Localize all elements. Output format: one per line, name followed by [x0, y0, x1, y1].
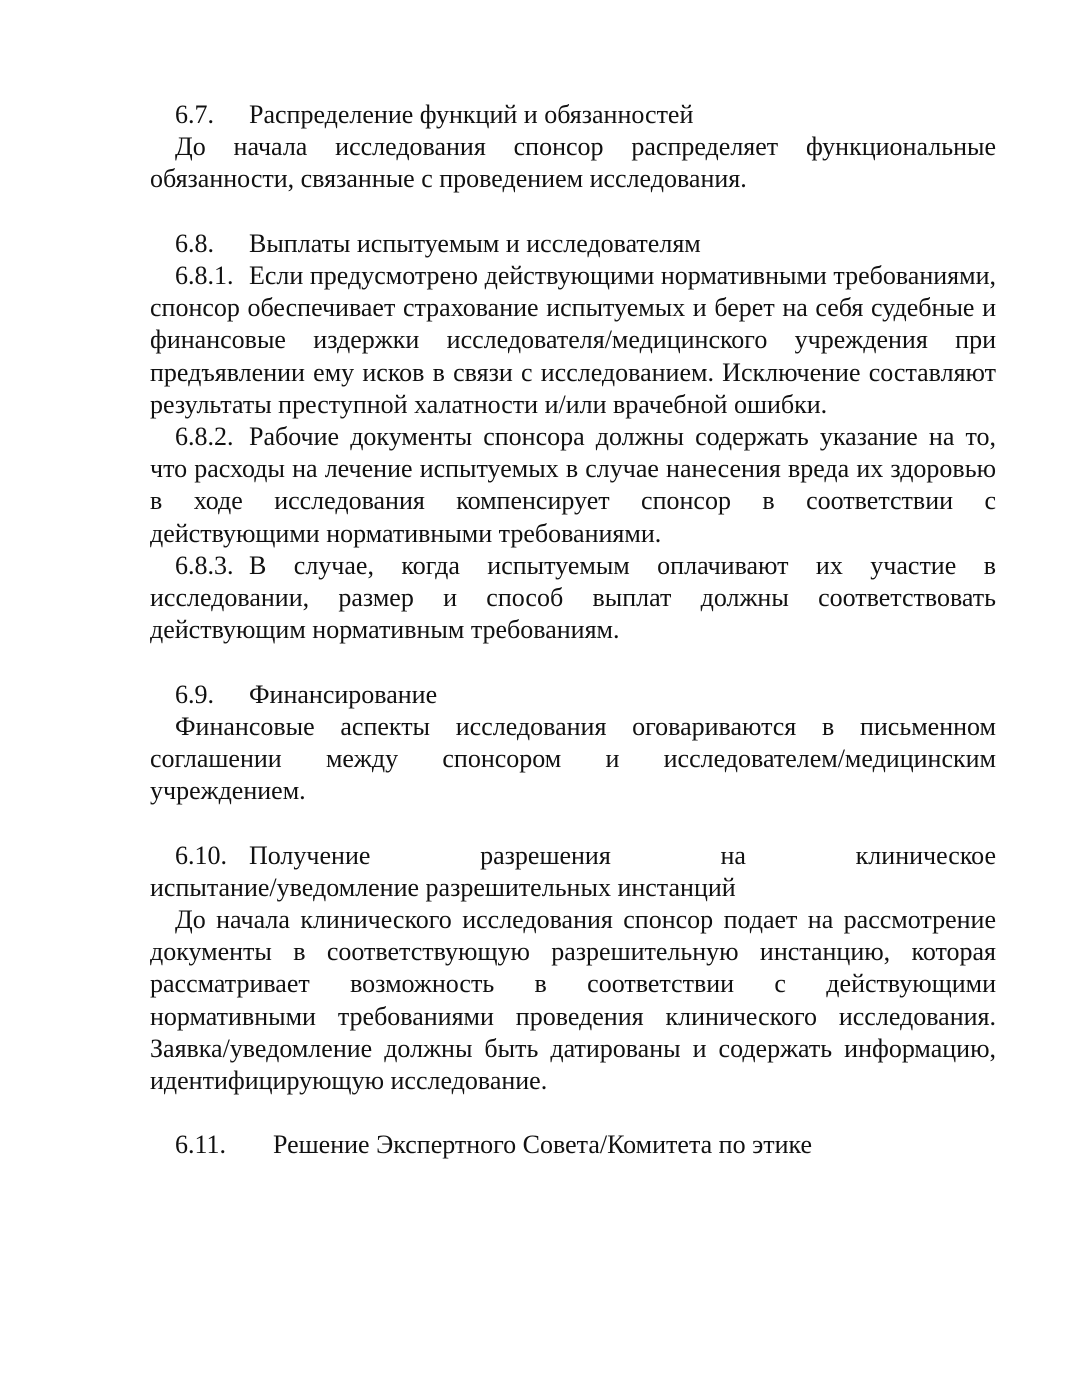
subsection-6-8-1 — [150, 260, 996, 421]
subsection-6-8-2 — [150, 421, 996, 550]
section-text-6-10: До начала клинического исследования спонсор подает на рассмотрение документы в соответствующую разрешительную инстанцию, которая рассматривает возможность в соответствии с действующими нормативными требованиями проведения клинического исследования. Заявка/уведомление должны быть датированы и содержать информацию, идентифицирующую исследование. — [150, 904, 996, 1095]
document-body — [150, 99, 996, 1162]
subsection-6-8-3 — [150, 550, 996, 647]
section-title: Решение Экспертного Совета/Комитета по этике — [273, 1130, 813, 1160]
section-number: 6.10. — [175, 840, 227, 870]
section-number: 6.11. — [175, 1130, 227, 1160]
spacer — [150, 807, 996, 839]
section-heading-6-10 — [150, 840, 996, 872]
section-heading-6-9 — [150, 679, 996, 711]
subsection-text: В случае, когда испытуемым оплачивают их участие в исследовании, размер и способ выплат должны соответствовать действующим нормативным требованиям. — [150, 550, 996, 645]
section-text-6-7: До начала исследования спонсор распределяет функциональные обязанности, связанные с проведением исследования. — [150, 132, 996, 194]
subsection-number: 6.8.3. — [175, 550, 234, 580]
section-title-line2: испытание/уведомление разрешительных инстанций — [150, 872, 736, 902]
section-title-line1: Получение разрешения на клиническое — [249, 840, 996, 870]
section-number: 6.9. — [175, 679, 214, 709]
spacer — [150, 646, 996, 678]
section-number: 6.7. — [175, 100, 214, 129]
subsection-text: Рабочие документы спонсора должны содержать указание на то, что расходы на лечение испытуемых в случае нанесения вреда их здоровью в ходе исследования компенсирует спонсор в соответствии с действующими нормативными требованиями. — [150, 421, 996, 548]
section-heading-6-11 — [150, 1129, 996, 1161]
subsection-number: 6.8.2. — [175, 421, 234, 451]
spacer — [150, 1097, 996, 1129]
section-heading-6-7 — [150, 99, 996, 131]
section-number: 6.8. — [175, 228, 214, 258]
section-title: Финансирование — [249, 679, 438, 709]
section-text-6-9: Финансовые аспекты исследования оговариваются в письменном соглашении между спонсором и исследователем/медицинским учреждением. — [150, 711, 996, 806]
section-heading-6-8 — [150, 228, 996, 260]
section-title: Выплаты испытуемым и исследователям — [249, 228, 701, 258]
section-title: Распределение функций и обязанностей — [249, 100, 694, 129]
subsection-text: Если предусмотрено действующими нормативными требованиями, спонсор обеспечивает страхование испытуемых и берет на себя судебные и финансовые издержки исследователя/медицинского учреждения при предъявлении ему исков в связи с исследованием. Исключение составляют результаты преступной халатности и/или врачебной ошибки. — [150, 260, 996, 419]
spacer — [150, 196, 996, 228]
subsection-number: 6.8.1. — [175, 260, 234, 290]
